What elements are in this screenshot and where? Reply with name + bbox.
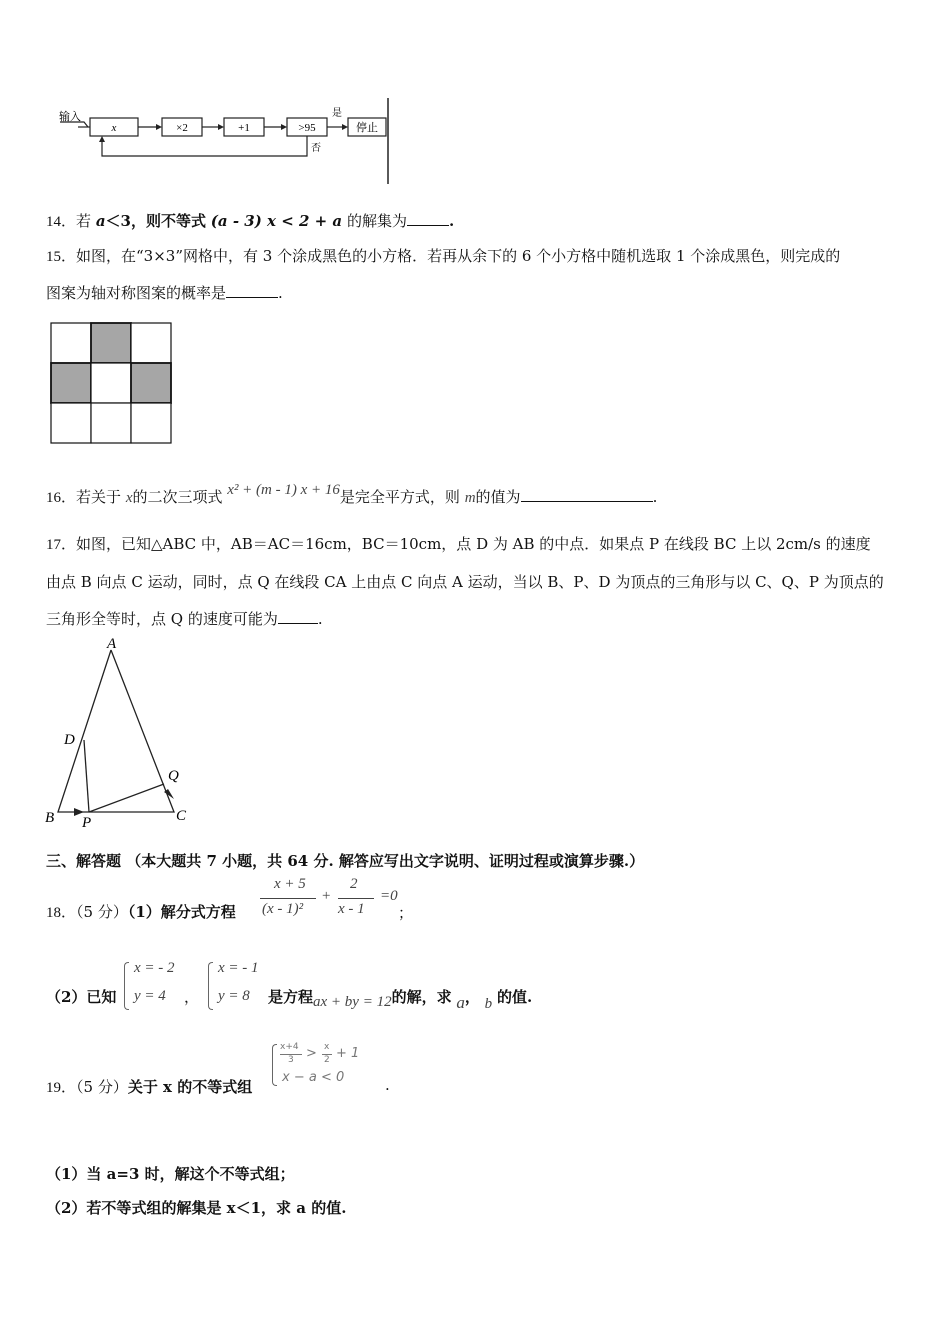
q18-text-is: 是方程 [268, 988, 314, 1006]
q17-line3: 三角形全等时，点 Q 的速度可能为 [46, 610, 278, 628]
triangle-figure [40, 636, 200, 830]
q18-frac1-den: (x - 1)² [262, 901, 304, 917]
question-14 [46, 211, 454, 232]
q16-number: 16． [46, 490, 77, 506]
q19-end: . [385, 1076, 390, 1094]
q17-line1: 如图，已知△ABC 中，AB＝AC＝16cm，BC＝10cm，点 D 为 AB 的中点．如果点 P 在线段 BC 上以 2cm/s 的速度 [76, 535, 871, 553]
q16-text-c: 是完全平方式，则 [339, 488, 460, 506]
flowchart-yes-label: 是 [332, 108, 342, 119]
grid-cell-empty [131, 403, 171, 443]
label-p: P [82, 815, 92, 830]
question-16 [46, 482, 658, 508]
q15-line1: 如图，在“3×3”网格中，有 3 个涂成黑色的小方格．若再从余下的 6 个小方格中随机选取 1 个涂成黑色，则完成的 [76, 247, 841, 265]
q18-comma: ， [184, 988, 200, 1006]
label-d: D [64, 732, 75, 748]
question-17-line2 [46, 572, 884, 592]
grid-cell-shaded [91, 323, 131, 363]
q17-line2: 由点 B 向点 C 运动，同时，点 Q 在线段 CA 上由点 C 向点 A 运动，当以 B、P、D 为顶点的三角形与以 C、Q、P 为顶点的 [46, 573, 884, 591]
grid-3x3 [50, 322, 174, 444]
q18-frac1-num: x + 5 [274, 876, 306, 892]
q16-var-m: m [464, 490, 476, 506]
grid-cell-empty [131, 323, 171, 363]
grid-cell-shaded [131, 363, 171, 403]
q19-system-brace [272, 1044, 277, 1086]
q14-text-a: 若 [76, 212, 92, 230]
flowchart-no-label: 否 [311, 143, 321, 154]
q18-frac2-den: x - 1 [338, 901, 365, 917]
q18-sys1-line2: y = 4 [134, 988, 166, 1004]
flowchart-box-stop-label: 停止 [356, 122, 378, 134]
q19-ineq1-rhs-num: x [324, 1042, 330, 1052]
q15-end: . [278, 284, 283, 302]
q18-part2-label: （2）已知 [46, 988, 117, 1006]
q18-plus: + [322, 888, 331, 904]
flowchart-input-label: 输入 [59, 111, 81, 123]
q18-system-2-brace [208, 962, 213, 1010]
q18-system-1-brace [124, 962, 129, 1010]
q18-var-a: a [456, 993, 465, 1012]
triangle-abc [58, 650, 174, 812]
q19-ineq1-num: x+4 [280, 1042, 299, 1052]
label-q: Q [168, 768, 179, 784]
flowchart-box-gt95-label: >95 [298, 122, 316, 134]
q18-frac2-num: 2 [350, 876, 358, 892]
q18-part2-rest [268, 987, 533, 1012]
question-15-line1 [46, 246, 840, 267]
q18-text-end: 的值. [496, 988, 533, 1006]
q19-points: （5 分） [76, 1078, 128, 1096]
q14-number: 14． [46, 214, 77, 230]
section-3-title: 三、解答题 [46, 852, 122, 870]
q14-inequality: (a - 3) x < 2 + a [210, 212, 343, 230]
q14-var-a: a [95, 212, 106, 230]
question-17-line1 [46, 534, 871, 555]
q18-linear-equation: ax + by = 12 [313, 994, 392, 1010]
q18-points: （5 分） [76, 903, 128, 921]
q15-line2: 图案为轴对称图案的概率是 [46, 284, 227, 302]
flowchart-box-times2-label: ×2 [176, 122, 188, 134]
q16-text-d: 的值为 [475, 488, 521, 506]
section-3-desc: （本大题共 7 小题，共 64 分. 解答应写出文字说明、证明过程或演算步骤.） [126, 852, 645, 870]
q19-ineq1-tail: + 1 [336, 1046, 360, 1061]
q18-text-sol: 的解，求 [391, 988, 452, 1006]
question-18-part1 [46, 902, 236, 923]
q18-sys2-line2: y = 8 [218, 988, 250, 1004]
q19-ineq2: x − a < 0 [282, 1070, 345, 1085]
grid-cell-empty [51, 323, 91, 363]
q19-sub2: （2）若不等式组的解集是 x＜1，求 a 的值. [46, 1199, 347, 1217]
q19-inequality-system [272, 1042, 382, 1092]
q18-sys2-line1: x = - 1 [218, 960, 259, 976]
q17-end: . [317, 610, 323, 628]
grid-cell-empty [51, 403, 91, 443]
flowchart-box-x-label: x [111, 122, 117, 134]
label-a: A [107, 636, 117, 652]
q19-sub1: （1）当 a=3 时，解这个不等式组； [46, 1165, 295, 1183]
q15-answer-blank[interactable] [226, 283, 278, 298]
question-15-line2 [46, 283, 283, 303]
q18-semicolon: ； [398, 904, 414, 922]
question-18-part2 [46, 987, 116, 1007]
q19-ineq1-gt: > [306, 1046, 317, 1061]
q16-polynomial: x² + (m - 1) x + 16 [227, 482, 340, 498]
q17-number: 17． [46, 537, 77, 553]
q19-number: 19． [46, 1080, 77, 1096]
grid-cell-shaded [51, 363, 91, 403]
q14-answer-blank[interactable] [407, 211, 449, 226]
q18-frac2-bar [338, 898, 374, 899]
question-19 [46, 1077, 252, 1098]
q17-answer-blank[interactable] [278, 609, 318, 624]
q18-sep: ， [464, 988, 480, 1006]
flowchart [50, 98, 395, 186]
label-b: B [45, 810, 55, 826]
q16-text-a: 若关于 [76, 488, 122, 506]
q18-sys1-line1: x = - 2 [134, 960, 175, 976]
q16-answer-blank[interactable] [521, 487, 653, 502]
segment-dp [84, 740, 89, 812]
label-c: C [176, 808, 187, 824]
q14-lt: ＜3，则不等式 [105, 212, 206, 230]
q18-eq0: =0 [380, 888, 398, 904]
q15-number: 15． [46, 249, 77, 265]
q14-text-b: 的解集为 [346, 212, 407, 230]
q16-var-x: x [125, 490, 133, 506]
q18-equation [260, 874, 420, 924]
question-17-line3 [46, 609, 323, 629]
section-3-heading [46, 851, 644, 871]
q14-end: . [448, 212, 455, 230]
q19-ineq1-den: 3 [288, 1055, 294, 1065]
q18-frac1-bar [260, 898, 316, 899]
segment-pq [89, 784, 164, 812]
q19-text: 关于 x 的不等式组 [127, 1078, 253, 1096]
q16-end: . [652, 488, 658, 506]
grid-cell-empty [91, 403, 131, 443]
q16-text-b: 的二次三项式 [132, 488, 223, 506]
q18-part1-label: （1）解分式方程 [127, 903, 236, 921]
grid-cell-empty [91, 363, 131, 403]
q19-ineq1-rhs-den: 2 [324, 1055, 330, 1065]
q18-number: 18． [46, 905, 77, 921]
flowchart-box-plus1-label: +1 [238, 122, 250, 134]
q18-var-b: b [484, 996, 493, 1012]
